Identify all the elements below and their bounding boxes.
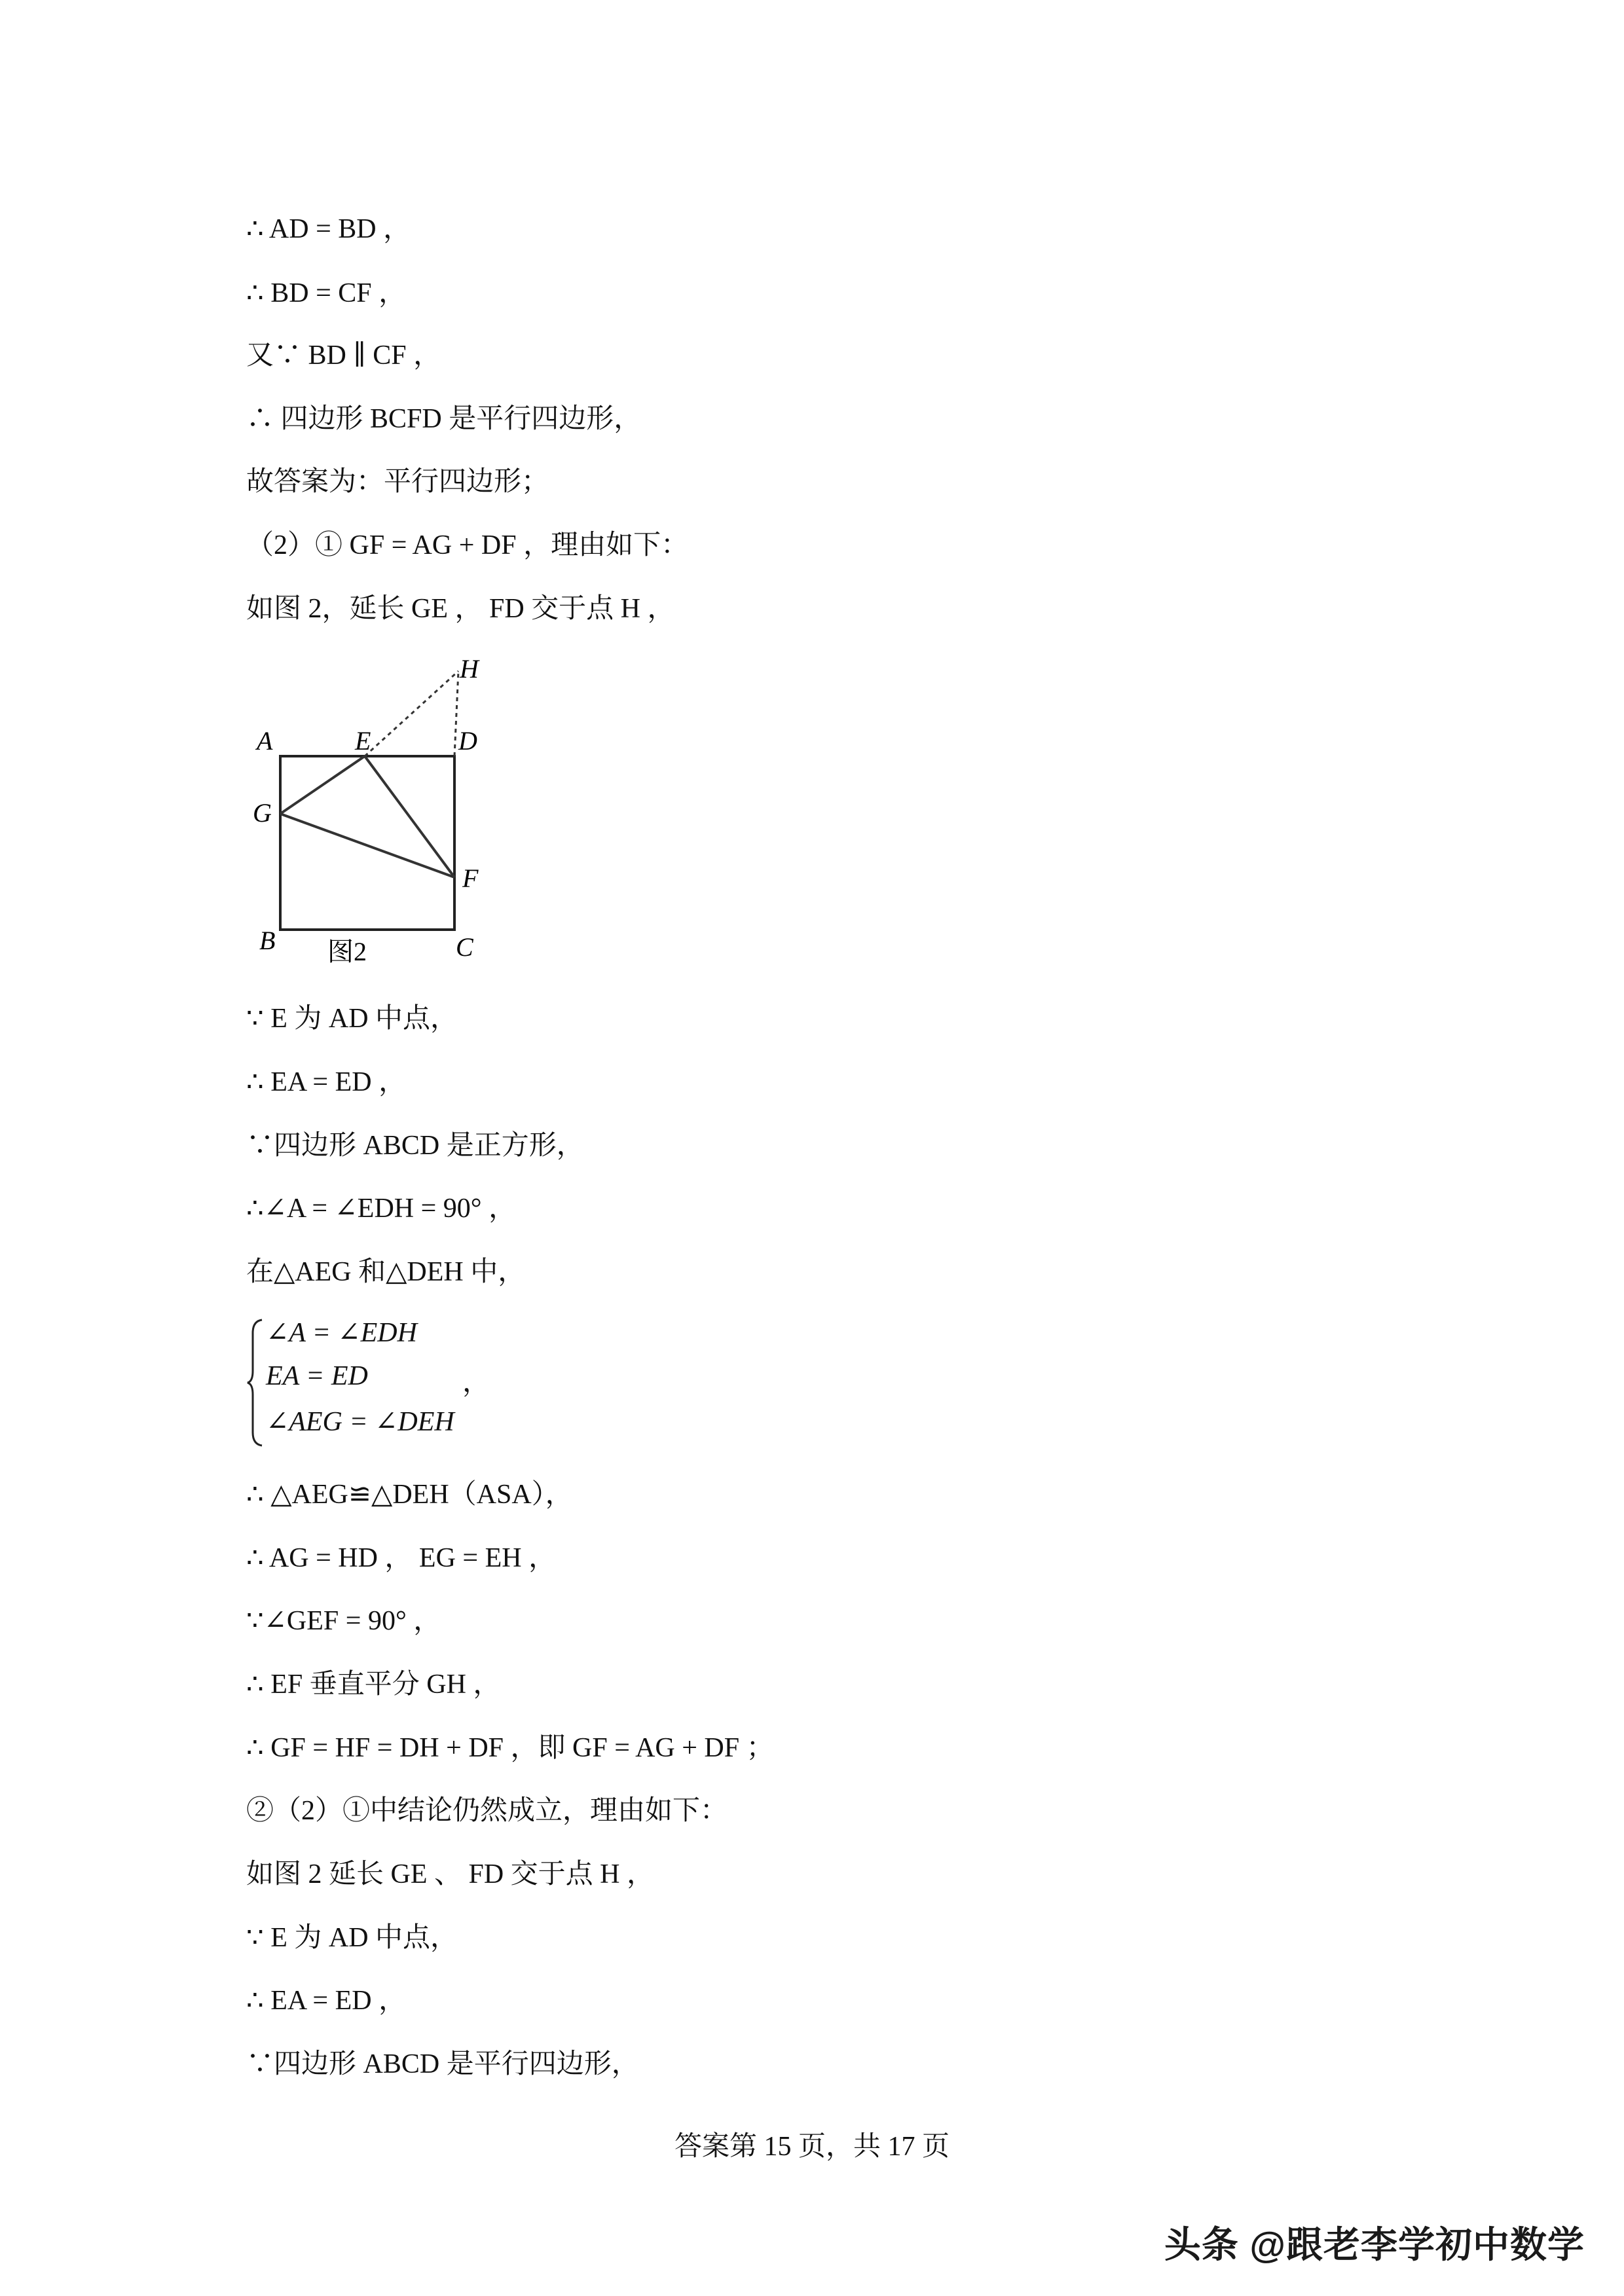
line-17: ∴ GF = HF = DH + DF ，即 GF = AG + DF ；	[246, 1733, 774, 1763]
watermark: 头条 @跟老李学初中数学	[1164, 2224, 1585, 2265]
line-9: ∴ EA = ED ，	[246, 1067, 407, 1097]
system-row-2: EA = ED	[266, 1361, 368, 1391]
label-f: F	[462, 864, 479, 893]
segment-gf	[280, 814, 454, 877]
segment-ge	[280, 756, 365, 814]
left-brace	[246, 1317, 266, 1448]
line-12: 在△AEG 和△DEH 中，	[246, 1257, 526, 1287]
line-18: ②（2）①中结论仍然成立，理由如下：	[246, 1796, 728, 1826]
line-1: ∴ AD = BD ，	[246, 214, 411, 244]
line-14: ∴ AG = HD ， EG = EH ，	[246, 1543, 557, 1573]
line-4: ∴ 四边形 BCFD 是平行四边形，	[246, 404, 642, 434]
figure-2	[242, 651, 504, 979]
line-7: 如图 2，延长 GE ， FD 交于点 H ，	[246, 594, 675, 624]
label-a: A	[257, 726, 273, 756]
label-e: E	[355, 726, 371, 756]
line-11: ∴∠A = ∠EDH = 90° ，	[246, 1194, 517, 1224]
label-h: H	[460, 654, 479, 683]
line-20: ∵ E 为 AD 中点，	[246, 1923, 458, 1953]
system-row-1: ∠A = ∠EDH	[266, 1318, 417, 1348]
line-19: 如图 2 延长 GE 、 FD 交于点 H ，	[246, 1859, 655, 1889]
dashed-eh	[365, 671, 458, 756]
line-13: ∴ △AEG≌△DEH（ASA），	[246, 1480, 573, 1510]
system-row-3: ∠AEG = ∠DEH	[266, 1407, 454, 1437]
system-comma: ，	[462, 1368, 490, 1398]
figure-caption: 图2	[327, 937, 367, 966]
segment-ef	[365, 756, 454, 877]
line-22: ∵四边形 ABCD 是平行四边形，	[246, 2049, 639, 2079]
line-8: ∵ E 为 AD 中点，	[246, 1004, 458, 1034]
line-10: ∵四边形 ABCD 是正方形，	[246, 1131, 584, 1161]
label-d: D	[458, 726, 477, 756]
line-3: 又∵ BD ∥ CF ，	[246, 340, 441, 371]
equation-system	[246, 1316, 547, 1453]
line-5: 故答案为：平行四边形；	[246, 467, 549, 497]
line-21: ∴ EA = ED ，	[246, 1986, 407, 2016]
label-g: G	[253, 798, 272, 828]
line-15: ∵∠GEF = 90° ，	[246, 1606, 441, 1636]
label-c: C	[456, 932, 473, 962]
page-footer: 答案第 15 页，共 17 页	[674, 2132, 950, 2162]
line-6: （2）① GF = AG + DF ，理由如下：	[246, 530, 689, 560]
line-16: ∴ EF 垂直平分 GH ，	[246, 1669, 501, 1700]
label-b: B	[259, 926, 276, 955]
line-2: ∴ BD = CF ，	[246, 278, 407, 308]
square-diagram	[242, 651, 504, 979]
